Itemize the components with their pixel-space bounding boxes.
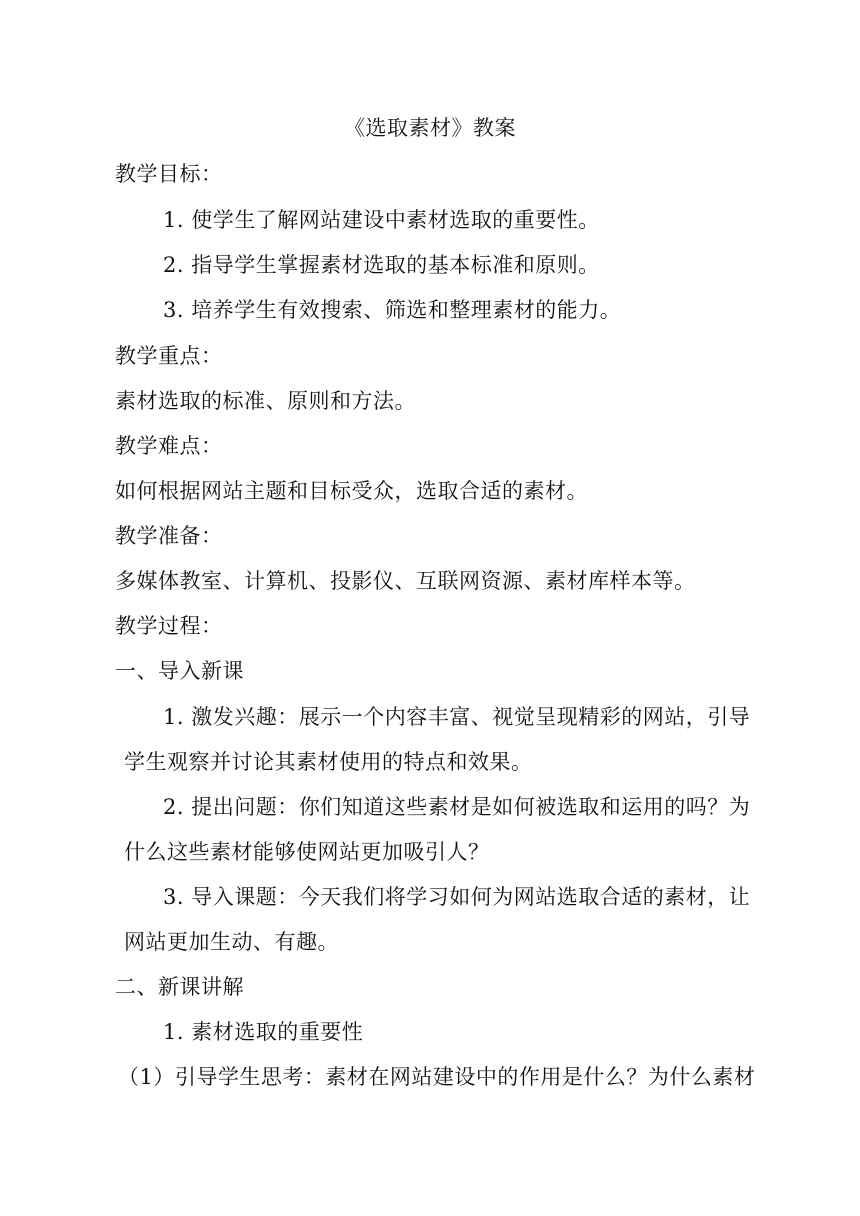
preparation-text: 多媒体教室、计算机、投影仪、互联网资源、素材库样本等。 (115, 569, 696, 593)
section-heading-objectives: 教学目标： (115, 162, 223, 186)
process-item-1-line-2: 学生观察并讨论其素材使用的特点和效果。 (124, 750, 533, 774)
key-points-text: 素材选取的标准、原则和方法。 (115, 389, 416, 413)
section-heading-preparation: 教学准备： (115, 524, 223, 548)
section-heading-process: 教学过程： (115, 614, 223, 638)
process-item-3-line-1: 3. 导入课题：今天我们将学习如何为网站选取合适的素材，让 (163, 885, 751, 909)
section-heading-key-points: 教学重点： (115, 344, 223, 368)
document-title: 《选取素材》教案 (344, 116, 516, 140)
lecture-item-1-heading: 1. 素材选取的重要性 (163, 1020, 364, 1044)
process-part-2-heading: 二、新课讲解 (115, 975, 244, 999)
process-item-2-line-1: 2. 提出问题：你们知道这些素材是如何被选取和运用的吗？为 (163, 795, 751, 819)
process-part-1-heading: 一、导入新课 (115, 659, 244, 683)
lecture-subitem-1: （1）引导学生思考：素材在网站建设中的作用是什么？为什么素材 (118, 1065, 756, 1089)
difficulties-text: 如何根据网站主题和目标受众，选取合适的素材。 (115, 479, 588, 503)
objective-item-1: 1. 使学生了解网站建设中素材选取的重要性。 (163, 208, 600, 232)
process-item-2-line-2: 什么这些素材能够使网站更加吸引人？ (124, 840, 490, 864)
process-item-1-line-1: 1. 激发兴趣：展示一个内容丰富、视觉呈现精彩的网站，引导 (163, 705, 751, 729)
objective-item-2: 2. 指导学生掌握素材选取的基本标准和原则。 (163, 253, 600, 277)
section-heading-difficulties: 教学难点： (115, 434, 223, 458)
objective-item-3: 3. 培养学生有效搜索、筛选和整理素材的能力。 (163, 298, 622, 322)
process-item-3-line-2: 网站更加生动、有趣。 (124, 930, 339, 954)
